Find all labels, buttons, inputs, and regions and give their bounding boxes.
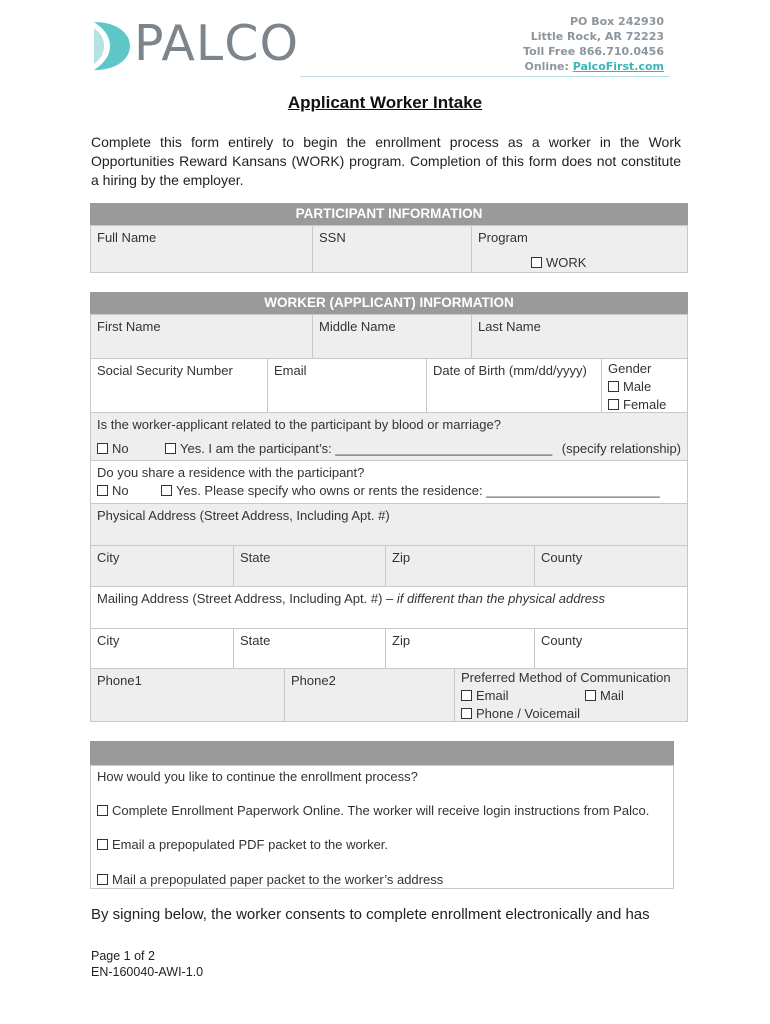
- field-label: Social Security Number: [97, 363, 233, 378]
- checkbox-icon[interactable]: [97, 874, 108, 885]
- company-address: [523, 14, 664, 74]
- field-label: Full Name: [97, 230, 157, 245]
- form-id: EN-160040-AWI-1.0: [91, 965, 204, 979]
- participant-ssn-field[interactable]: [312, 225, 472, 273]
- physical-county-field[interactable]: [534, 545, 688, 587]
- phone2-field[interactable]: [284, 668, 455, 722]
- mailing-city-field[interactable]: [90, 628, 234, 669]
- field-label: City: [97, 633, 120, 648]
- physical-city-field[interactable]: [90, 545, 234, 587]
- field-label: County: [541, 633, 583, 648]
- field-label: County: [541, 550, 583, 565]
- mailing-state-field[interactable]: [233, 628, 386, 669]
- field-label: Mailing Address (Street Address, Including Apt. #) –: [97, 591, 397, 606]
- worker-ssn-field[interactable]: [90, 358, 268, 413]
- field-label: Preferred Method of Communication: [461, 670, 671, 685]
- participant-full-name-field[interactable]: [90, 225, 313, 273]
- enrollment-question: How would you like to continue the enrollment process?: [97, 769, 418, 784]
- option-label: Mail: [600, 688, 624, 703]
- participant-section-header: PARTICIPANT INFORMATION: [90, 203, 688, 225]
- residence-no-option[interactable]: [97, 482, 129, 499]
- work-option[interactable]: [478, 254, 681, 271]
- enrollment-option-mail[interactable]: [97, 871, 667, 888]
- enrollment-option-online[interactable]: [97, 802, 667, 819]
- field-label: Email: [274, 363, 307, 378]
- first-name-field[interactable]: [90, 314, 313, 359]
- field-label: First Name: [97, 319, 161, 334]
- checkbox-icon[interactable]: [531, 257, 542, 268]
- relation-question: Is the worker-applicant related to the participant by blood or marriage?: [97, 417, 501, 432]
- address-line: Toll Free 866.710.0456: [523, 45, 664, 58]
- checkbox-icon[interactable]: [461, 708, 472, 719]
- mailing-county-field[interactable]: [534, 628, 688, 669]
- physical-state-field[interactable]: [233, 545, 386, 587]
- checkbox-icon[interactable]: [461, 690, 472, 701]
- physical-address-field[interactable]: [90, 503, 688, 546]
- checkbox-icon[interactable]: [97, 805, 108, 816]
- field-label: Physical Address (Street Address, Including Apt. #): [97, 508, 390, 523]
- signing-statement: By signing below, the worker consents to complete enrollment electronically and has: [91, 906, 650, 923]
- palco-logo: [92, 15, 302, 72]
- pref-phone-option[interactable]: [461, 705, 681, 723]
- intro-text: Complete this form entirely to begin the enrollment process as a worker in the Work Opportunities Reward Kansans (WORK) program. Completion of this form does not constitute a hiring by the employer.: [91, 134, 681, 188]
- mailing-address-note: if different than the physical address: [396, 591, 606, 606]
- enrollment-option-email[interactable]: [97, 836, 667, 853]
- option-label: Yes. Please specify who owns or rents the residence: ________________________: [176, 483, 660, 498]
- preferred-communication-field: [454, 668, 688, 722]
- field-label: City: [97, 550, 120, 565]
- option-label: No: [112, 483, 129, 498]
- residence-options: [97, 482, 681, 499]
- checkbox-icon[interactable]: [97, 443, 108, 454]
- field-label: Phone2: [291, 673, 336, 688]
- option-label: Phone / Voicemail: [476, 706, 581, 721]
- field-label: SSN: [319, 230, 346, 245]
- checkbox-icon[interactable]: [608, 399, 619, 410]
- field-label: Date of Birth (mm/dd/yyyy): [433, 363, 587, 378]
- field-label: Last Name: [478, 319, 541, 334]
- gender-male-option[interactable]: [608, 378, 681, 396]
- option-label: Male: [623, 379, 652, 394]
- date-of-birth-field[interactable]: [426, 358, 602, 413]
- online-label: Online:: [524, 60, 573, 73]
- online-line: [523, 59, 664, 74]
- relation-question-block: [90, 412, 688, 461]
- palco-logo-text: PALCO: [134, 15, 300, 72]
- form-title: Applicant Worker Intake: [287, 93, 483, 112]
- field-label: Phone1: [97, 673, 142, 688]
- pref-mail-option[interactable]: [585, 687, 624, 705]
- middle-name-field[interactable]: [312, 314, 472, 359]
- header-divider: [300, 76, 670, 77]
- website-link[interactable]: PalcoFirst.com: [572, 60, 664, 73]
- option-label: No: [112, 441, 129, 456]
- address-line: Little Rock, AR 72223: [530, 30, 664, 43]
- checkbox-icon[interactable]: [585, 690, 596, 701]
- page-footer: [91, 948, 203, 980]
- relation-yes-option[interactable]: [165, 440, 552, 457]
- relation-specify-hint: (specify relationship): [561, 441, 681, 456]
- mailing-zip-field[interactable]: [385, 628, 535, 669]
- enrollment-section-header: [90, 741, 674, 765]
- option-label: Email: [476, 688, 509, 703]
- field-label: Zip: [392, 550, 411, 565]
- physical-zip-field[interactable]: [385, 545, 535, 587]
- phone1-field[interactable]: [90, 668, 285, 722]
- preferred-options-row: [461, 687, 681, 705]
- checkbox-icon[interactable]: [165, 443, 176, 454]
- option-label: Complete Enrollment Paperwork Online. The worker will receive login instructions from Palco.: [112, 803, 650, 818]
- relation-no-option[interactable]: [97, 440, 129, 457]
- checkbox-icon[interactable]: [161, 485, 172, 496]
- field-label: State: [240, 633, 271, 648]
- gender-field: [601, 358, 688, 413]
- pref-email-option[interactable]: [461, 687, 509, 705]
- worker-section-header: WORKER (APPLICANT) INFORMATION: [90, 292, 688, 314]
- mailing-address-field[interactable]: [90, 586, 688, 629]
- participant-program-field: [471, 225, 688, 273]
- residence-question: Do you share a residence with the participant?: [97, 465, 365, 480]
- checkbox-icon[interactable]: [97, 485, 108, 496]
- last-name-field[interactable]: [471, 314, 688, 359]
- palco-logo-mark-icon: [92, 20, 136, 72]
- residence-yes-option[interactable]: [161, 482, 660, 499]
- option-label: Mail a prepopulated paper packet to the worker’s address: [112, 872, 444, 887]
- page-number: Page 1 of 2: [91, 949, 155, 963]
- checkbox-icon[interactable]: [97, 839, 108, 850]
- option-label: Female: [623, 397, 667, 412]
- option-label: Email a prepopulated PDF packet to the worker.: [112, 837, 389, 852]
- work-option-label: WORK: [546, 255, 587, 270]
- enrollment-options-block: [90, 765, 674, 889]
- residence-question-block: [90, 460, 688, 504]
- address-line: PO Box 242930: [569, 15, 664, 28]
- field-label: State: [240, 550, 271, 565]
- option-label: Yes. I am the participant’s: ______________________________: [180, 441, 553, 456]
- checkbox-icon[interactable]: [608, 381, 619, 392]
- field-label: Zip: [392, 633, 411, 648]
- email-field[interactable]: [267, 358, 427, 413]
- relation-options: [97, 440, 681, 457]
- field-label: Gender: [608, 361, 652, 376]
- field-label: Program: [478, 230, 528, 245]
- field-label: Middle Name: [319, 319, 396, 334]
